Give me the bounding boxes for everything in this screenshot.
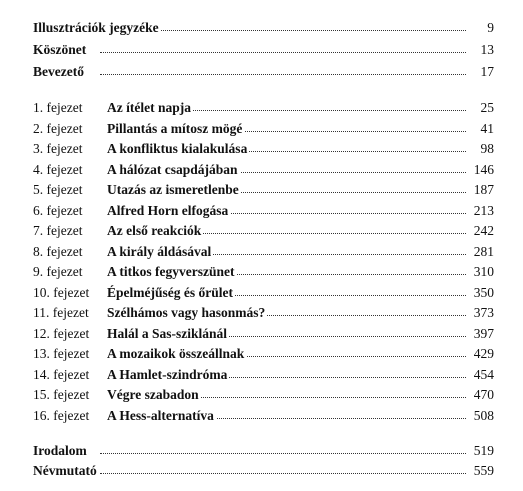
chapter-number: 8. fejezet [33,244,83,259]
chapter-title: Az első reakciók [107,223,202,238]
page-number: 519 [471,441,494,460]
toc-back-entry [0,461,523,480]
chapter-number: 10. fejezet [33,285,90,300]
chapter-number: 16. fejezet [33,408,90,423]
page-number: 13 [478,40,495,59]
chapter-title: A király áldásával [107,244,212,259]
page-number: 373 [471,303,494,322]
entry-title: Névmutató [33,463,97,478]
toc-chapter-entry [0,201,523,220]
chapter-title: Alfred Horn elfogása [107,203,229,218]
chapter-number: 7. fejezet [33,223,83,238]
dot-leader [100,473,466,474]
chapter-title: A hálózat csapdájában [107,162,238,177]
chapter-number: 3. fejezet [33,141,83,156]
toc-back-entry [0,441,523,460]
page-number: 242 [471,221,494,240]
chapter-title: A titkos fegyverszünet [107,264,235,279]
chapter-number: 12. fejezet [33,326,90,341]
entry-title: Illusztrációk jegyzéke [33,20,159,35]
chapter-title: Pillantás a mítosz mögé [107,121,243,136]
page-number: 9 [484,18,494,37]
toc-chapter-entry [0,180,523,199]
page-number: 146 [471,160,494,179]
toc-chapter-entry [0,119,523,138]
toc-chapter-entry [0,139,523,158]
chapter-title: A konfliktus kialakulása [107,141,248,156]
toc-chapter-entry [0,324,523,343]
chapter-title: A Hamlet-szindróma [107,367,228,382]
page-number: 470 [471,385,494,404]
page-number: 429 [471,344,494,363]
chapter-number: 9. fejezet [33,264,83,279]
chapter-title: A Hess-alternatíva [107,408,214,423]
toc-chapter-entry [0,242,523,261]
page-number: 350 [471,283,494,302]
dot-leader [100,52,466,53]
chapter-number: 13. fejezet [33,346,90,361]
page-number: 41 [478,119,495,138]
page-number: 508 [471,406,494,425]
page-number: 454 [471,365,494,384]
page-number: 310 [471,262,494,281]
toc-front-entry [0,40,523,59]
page-number: 559 [471,461,494,480]
dot-leader [100,453,466,454]
toc-front-entry [0,18,523,37]
page-number: 25 [478,98,495,117]
chapter-number: 15. fejezet [33,387,90,402]
chapter-title: Utazás az ismeretlenbe [107,182,239,197]
toc-chapter-entry [0,262,523,281]
toc-chapter-entry [0,406,523,425]
chapter-number: 11. fejezet [33,305,89,320]
toc-chapter-entry [0,160,523,179]
chapter-number: 14. fejezet [33,367,90,382]
toc-chapter-entry [0,283,523,302]
toc-chapter-entry [0,98,523,117]
toc-chapter-entry [0,221,523,240]
entry-title: Irodalom [33,443,87,458]
page-number: 17 [478,62,495,81]
toc-front-entry [0,62,523,81]
page-number: 98 [478,139,495,158]
entry-title: Bevezető [33,64,84,79]
toc-chapter-entry [0,365,523,384]
chapter-title: Az ítélet napja [107,100,191,115]
chapter-title: A mozaikok összeállnak [107,346,245,361]
chapter-number: 6. fejezet [33,203,83,218]
page-number: 397 [471,324,494,343]
toc-chapter-entry [0,303,523,322]
page-number: 187 [471,180,494,199]
toc-chapter-entry [0,344,523,363]
page-number: 213 [471,201,494,220]
page-number: 281 [471,242,494,261]
entry-title: Köszönet [33,42,87,57]
chapter-number: 4. fejezet [33,162,83,177]
toc-chapter-entry [0,385,523,404]
chapter-number: 2. fejezet [33,121,83,136]
chapter-number: 5. fejezet [33,182,83,197]
chapter-title: Halál a Sas-sziklánál [107,326,228,341]
chapter-title: Épelméjűség és őrület [107,285,233,300]
dot-leader [100,74,466,75]
chapter-title: Végre szabadon [107,387,199,402]
chapter-title: Szélhámos vagy hasonmás? [107,305,266,320]
chapter-number: 1. fejezet [33,100,83,115]
